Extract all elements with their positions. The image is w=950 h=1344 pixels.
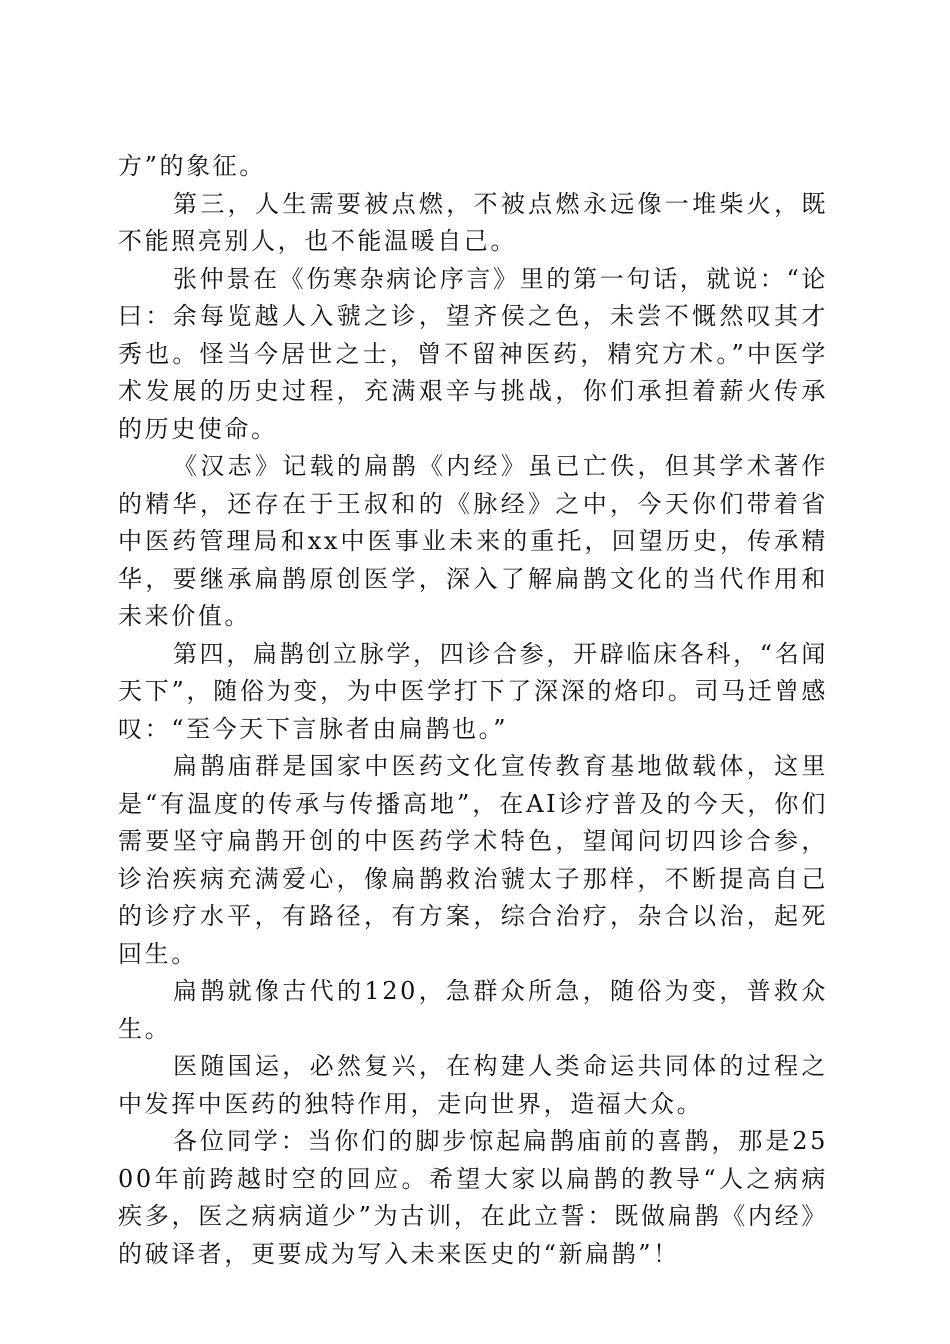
paragraph-temple-group: 扁鹊庙群是国家中医药文化宣传教育基地做载体，这里是“有温度的传承与传播高地”，在AI诊疗普及的今天，你们需要坚守扁鹊开创的中医药学术特色，望闻问切四诊合参，诊治疾病充满爱心，像扁鹊救治虢太子那样，不断提高自己的诊疗水平，有路径，有方案，综合治疗，杂合以治，起死回生。 [118, 752, 828, 968]
paragraph-ancient-120: 扁鹊就像古代的120，急群众所急，随俗为变，普救众生。 [118, 977, 828, 1043]
document-body [118, 148, 828, 1273]
paragraph-han-zhi: 《汉志》记载的扁鹊《内经》虽已亡佚，但其学术著作的精华，还存在于王叔和的《脉经》之中，今天你们带着省中医药管理局和xx中医事业未来的重托，回望历史，传承精华，要继承扁鹊原创医学，深入了解扁鹊文化的当代作用和未来价值。 [118, 452, 828, 630]
paragraph-continuation: 方”的象征。 [118, 152, 266, 180]
paragraph-zhang-zhongjing: 张仲景在《伤寒杂病论序言》里的第一句话，就说：“论曰：余每览越人入虢之诊，望齐侯之色，未尝不慨然叹其才秀也。怪当今居世之士，曾不留神医药，精究方术。”中医学术发展的历史过程，充满艰辛与挑战，你们承担着薪火传承的历史使命。 [118, 264, 828, 443]
paragraph-third-point: 第三，人生需要被点燃，不被点燃永远像一堆柴火，既不能照亮别人，也不能温暖自己。 [118, 189, 828, 255]
paragraph-fourth-point: 第四，扁鹊创立脉学，四诊合参，开辟临床各科，“名闻天下”，随俗为变，为中医学打下了深深的烙印。司马迁曾感叹：“至今天下言脉者由扁鹊也。” [118, 639, 828, 743]
paragraph-national-fortune: 医随国运，必然复兴，在构建人类命运共同体的过程之中发挥中医药的独特作用，走向世界，造福大众。 [118, 1052, 828, 1118]
paragraph-closing: 各位同学：当你们的脚步惊起扁鹊庙前的喜鹊，那是2500年前跨越时空的回应。希望大家以扁鹊的教导“人之病病疾多，医之病病道少”为古训，在此立誓：既做扁鹊《内经》的破译者，更要成为写入未来医史的“新扁鹊”！ [118, 1127, 828, 1268]
